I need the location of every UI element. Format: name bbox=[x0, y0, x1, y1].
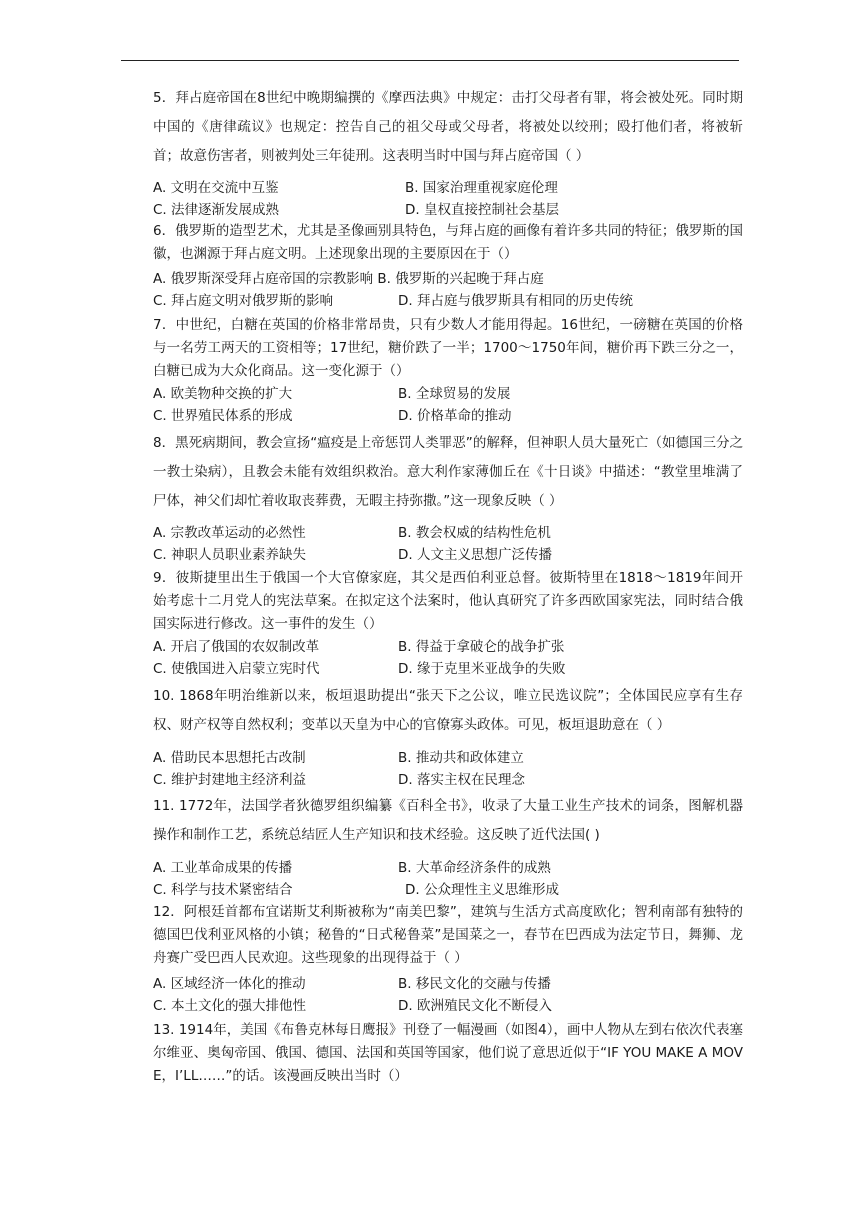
option-a-b: A. 俄罗斯深受拜占庭帝国的宗教影响 B. 俄罗斯的兴起晚于拜占庭 bbox=[153, 271, 544, 287]
question-12-options bbox=[153, 973, 743, 1017]
option-c: C. 神职人员职业素养缺失 bbox=[153, 547, 307, 563]
option-d: D. 欧洲殖民文化不断侵入 bbox=[398, 998, 552, 1014]
question-7-options bbox=[153, 383, 743, 427]
header-rule bbox=[121, 60, 739, 61]
question-9-stem: 9．彼斯捷里出生于俄国一个大官僚家庭，其父是西伯利亚总督。彼斯特里在1818～1819年间开始考虑十二月党人的宪法草案。在拟定这个法案时，他认真研究了许多西欧国家宪法，同时结合俄国实际进行修改。这一事件的发生（） bbox=[153, 570, 743, 632]
option-a: A. 开启了俄国的农奴制改革 bbox=[153, 639, 320, 655]
option-a: A. 欧美物种交换的扩大 bbox=[153, 386, 293, 402]
question-5-options bbox=[153, 177, 743, 221]
option-d: D. 拜占庭与俄罗斯具有相同的历史传统 bbox=[398, 293, 633, 309]
option-c: C. 使俄国进入启蒙立宪时代 bbox=[153, 661, 320, 677]
option-c: C. 法律逐渐发展成熟 bbox=[153, 202, 280, 218]
option-c: C. 世界殖民体系的形成 bbox=[153, 408, 293, 424]
option-d: D. 价格革命的推动 bbox=[398, 408, 512, 424]
option-b: B. 大革命经济条件的成熟 bbox=[398, 860, 551, 876]
question-12-stem: 12．阿根廷首都布宜诺斯艾利斯被称为“南美巴黎”，建筑与生活方式高度欧化；智利南部有独特的德国巴伐利亚风格的小镇；秘鲁的“日式秘鲁菜”是国菜之一，春节在巴西成为法定节日，舞狮、龙舟赛广受巴西人民欢迎。这些现象的出现得益于（ ） bbox=[153, 904, 743, 966]
question-8-options bbox=[153, 522, 743, 566]
option-c: C. 科学与技术紧密结合 bbox=[153, 882, 293, 898]
question-6-stem: 6．俄罗斯的造型艺术，尤其是圣像画别具特色，与拜占庭的画像有着许多共同的特征；俄罗斯的国徽，也渊源于拜占庭文明。上述现象出现的主要原因在于（） bbox=[153, 223, 743, 262]
option-d: D. 人文主义思想广泛传播 bbox=[398, 547, 552, 563]
option-a: A. 文明在交流中互鉴 bbox=[153, 180, 279, 196]
question-13-stem: 13. 1914年，美国《布鲁克林每日鹰报》刊登了一幅漫画（如图4），画中人物从左到右依次代表塞尔维亚、奥匈帝国、俄国、德国、法国和英国等国家，他们说了意思近似于“IF YOU MAKE A MOVE，I’LL……”的话。该漫画反映出当时（） bbox=[153, 1022, 743, 1084]
option-b: B. 得益于拿破仑的战争扩张 bbox=[398, 639, 565, 655]
option-d: D. 落实主权在民理念 bbox=[398, 772, 525, 788]
question-9-options bbox=[153, 636, 743, 680]
option-d: D. 皇权直接控制社会基层 bbox=[405, 202, 559, 218]
option-b: B. 全球贸易的发展 bbox=[398, 386, 511, 402]
option-c: C. 拜占庭文明对俄罗斯的影响 bbox=[153, 293, 334, 309]
option-b: B. 国家治理重视家庭伦理 bbox=[405, 180, 558, 196]
option-a: A. 区域经济一体化的推动 bbox=[153, 976, 306, 992]
option-a: A. 宗教改革运动的必然性 bbox=[153, 525, 306, 541]
option-b: B. 移民文化的交融与传播 bbox=[398, 976, 551, 992]
question-11-stem: 11. 1772年，法国学者狄德罗组织编纂《百科全书》，收录了大量工业生产技术的词条，图解机器操作和制作工艺，系统总结匠人生产知识和技术经验。这反映了近代法国( ) bbox=[153, 798, 743, 843]
question-11-options bbox=[153, 857, 743, 901]
option-b: B. 教会权威的结构性危机 bbox=[398, 525, 551, 541]
question-6-options bbox=[153, 268, 743, 312]
question-10-stem: 10. 1868年明治维新以来，板垣退助提出“张天下之公议，唯立民选议院”；全体国民应享有生存权、财产权等自然权利；变革以天皇为中心的官僚寡头政体。可见，板垣退助意在（ ） bbox=[153, 688, 743, 733]
question-10-options bbox=[153, 747, 743, 791]
option-d: D. 公众理性主义思维形成 bbox=[405, 882, 559, 898]
option-a: A. 工业革命成果的传播 bbox=[153, 860, 293, 876]
question-5-stem: 5．拜占庭帝国在8世纪中晚期编撰的《摩西法典》中规定：击打父母者有罪，将会被处死。同时期中国的《唐律疏议》也规定：控告自己的祖父母或父母者，将被处以绞刑；殴打他们者，将被斩首；故意伤害者，则被判处三年徒刑。这表明当时中国与拜占庭帝国（ ） bbox=[153, 90, 743, 164]
question-7-stem: 7．中世纪，白糖在英国的价格非常昂贵，只有少数人才能用得起。16世纪，一磅糖在英国的价格与一名劳工两天的工资相等；17世纪，糖价跌了一半；1700～1750年间，糖价再下跌三分之一，白糖已成为大众化商品。这一变化源于（） bbox=[153, 317, 743, 379]
option-b: B. 推动共和政体建立 bbox=[398, 750, 524, 766]
option-a: A. 借助民本思想托古改制 bbox=[153, 750, 306, 766]
question-8-stem: 8．黑死病期间，教会宣扬“瘟疫是上帝惩罚人类罪恶”的解释，但神职人员大量死亡（如德国三分之一教士染病），且教会未能有效组织救治。意大利作家薄伽丘在《十日谈》中描述：“教堂里堆满了尸体，神父们却忙着收取丧葬费，无暇主持弥撒。”这一现象反映（ ） bbox=[153, 435, 743, 509]
option-c: C. 本土文化的强大排他性 bbox=[153, 998, 307, 1014]
option-d: D. 缘于克里米亚战争的失败 bbox=[398, 661, 566, 677]
option-c: C. 维护封建地主经济利益 bbox=[153, 772, 307, 788]
